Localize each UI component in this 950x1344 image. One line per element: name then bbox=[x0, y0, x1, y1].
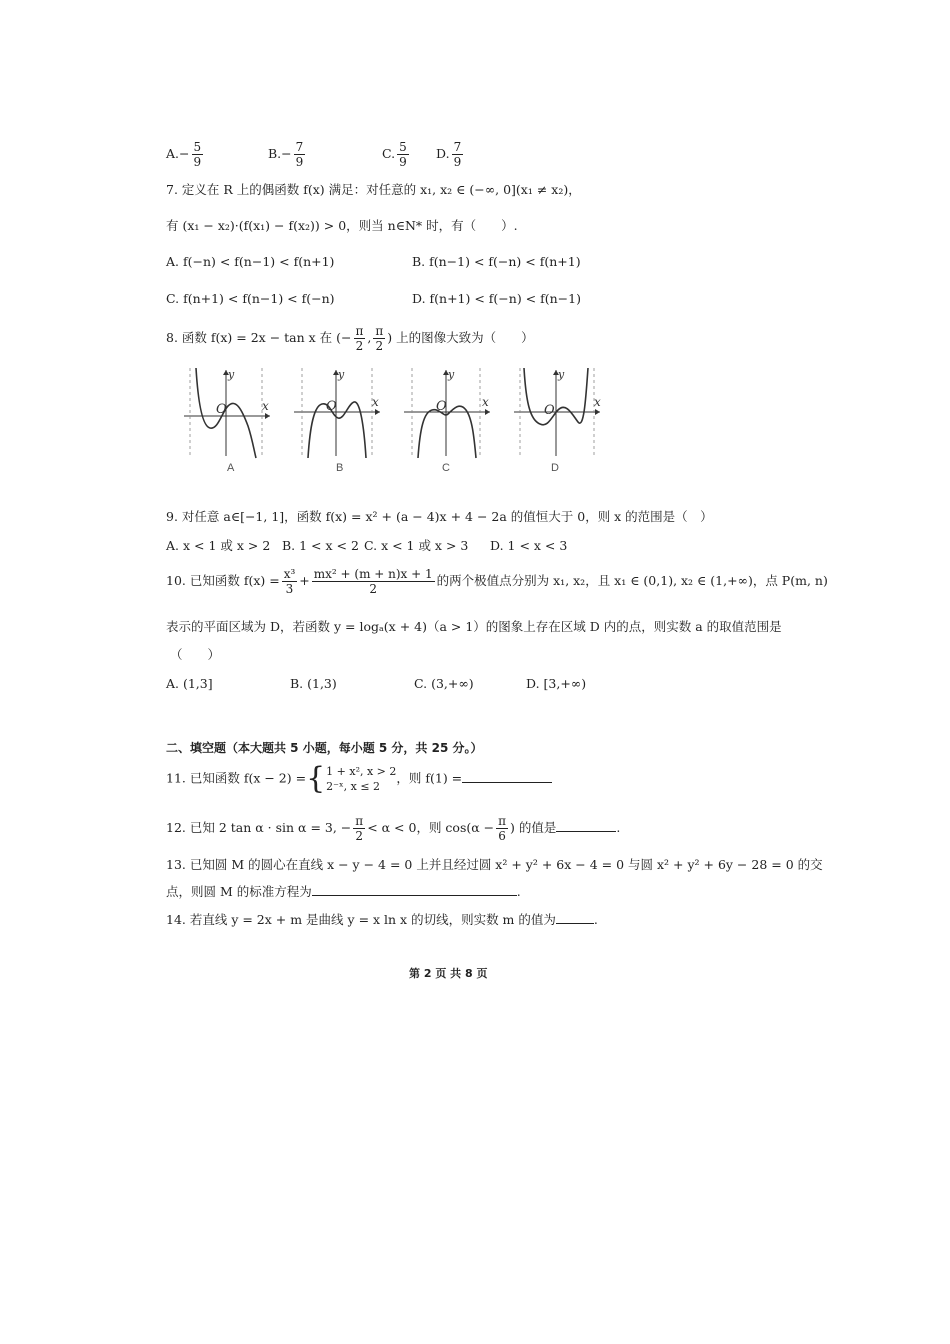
q9-option-d: D. 1 < x < 3 bbox=[490, 538, 568, 553]
q11-stem: 11. 已知函数 f(x − 2) ={ 1 + x², x > 2 2⁻ˣ, x ≤ 2 ，则 f(1) = bbox=[166, 764, 552, 794]
q7-stem-2: 有 (x₁ − x₂)·(f(x₁) − f(x₂)) > 0，则当 n∈N* 时，有（ ）. bbox=[166, 218, 518, 233]
svg-text:O: O bbox=[544, 403, 555, 418]
svg-text:x: x bbox=[482, 395, 489, 409]
q6-option-a: A.− $\frac{5}{9}$ bbox=[166, 140, 202, 169]
q7-option-d: D. f(n+1) < f(−n) < f(n−1) bbox=[412, 291, 581, 306]
q13-answer-blank bbox=[312, 895, 517, 896]
q8-graph-b-label: B bbox=[336, 462, 344, 474]
q8-graph-c bbox=[400, 366, 492, 460]
svg-text:x: x bbox=[594, 395, 601, 409]
q6-option-b: B.− $\frac{7}{9}$ bbox=[268, 140, 304, 169]
q12-answer-blank bbox=[556, 831, 616, 832]
svg-text:y: y bbox=[558, 368, 565, 381]
q8-graph-d-label: D bbox=[551, 462, 559, 474]
q14-answer-blank bbox=[556, 923, 594, 924]
q10-stem-2: 表示的平面区域为 D，若函数 y = logₐ(x + 4)（a > 1）的图象上存在区域 D 内的点，则实数 a 的取值范围是 bbox=[166, 619, 782, 634]
svg-text:O: O bbox=[436, 399, 447, 414]
svg-text:y: y bbox=[338, 368, 345, 381]
q10-option-b: B. (1,3) bbox=[290, 676, 337, 691]
q10-option-c: C. (3,+∞) bbox=[414, 676, 474, 691]
svg-text:x: x bbox=[262, 399, 269, 413]
q9-option-c: C. x < 1 或 x > 3 bbox=[364, 538, 469, 553]
q7-stem: 7. 定义在 R 上的偶函数 f(x) 满足：对任意的 x₁, x₂ ∈ (−∞, 0](x₁ ≠ x₂)， bbox=[166, 182, 581, 197]
q9-option-a: A. x < 1 或 x > 2 bbox=[166, 538, 271, 553]
q8-graph-a-label: A bbox=[227, 462, 235, 474]
page-footer: 第 2 页 共 8 页 bbox=[409, 967, 488, 980]
svg-text:O: O bbox=[216, 402, 227, 417]
svg-text:y: y bbox=[228, 368, 235, 381]
q8-graph-c-label: C bbox=[442, 462, 450, 474]
svg-text:O: O bbox=[326, 399, 337, 414]
q13-stem: 13. 已知圆 M 的圆心在直线 x − y − 4 = 0 上并且经过圆 x² + y² + 6x − 4 = 0 与圆 x² + y² + 6y − 28 = 0 的交 bbox=[166, 857, 823, 872]
q8-graph-d bbox=[510, 366, 602, 460]
q6-option-c: C. $\frac{5}{9}$ bbox=[382, 140, 407, 169]
q7-option-a: A. f(−n) < f(n−1) < f(n+1) bbox=[166, 254, 335, 269]
q7-option-c: C. f(n+1) < f(n−1) < f(−n) bbox=[166, 291, 335, 306]
q10-option-d: D. [3,+∞) bbox=[526, 676, 587, 691]
q7-option-b: B. f(n−1) < f(−n) < f(n+1) bbox=[412, 254, 581, 269]
q10-stem: 10. 已知函数 f(x) = $\frac{\text{x³}}{3}$ + $\frac{\text{mx² + (m + n)x + 1}}{2}$ 的两个极值点分别为 x₁, x₂，且 x₁ ∈ (0,1), x₂ ∈ (1,+∞)，点 P(m, n) bbox=[166, 567, 828, 596]
q9-option-b: B. 1 < x < 2 bbox=[282, 538, 359, 553]
q6-option-d: D. $\frac{7}{9}$ bbox=[436, 140, 462, 169]
svg-text:x: x bbox=[372, 395, 379, 409]
q8-graph-b bbox=[290, 366, 382, 460]
q9-stem: 9. 对任意 a∈[−1, 1]，函数 f(x) = x² + (a − 4)x + 4 − 2a 的值恒大于 0，则 x 的范围是（ ） bbox=[166, 509, 713, 524]
svg-text:y: y bbox=[448, 368, 455, 381]
q8-graph-a bbox=[180, 366, 272, 460]
q12-stem: 12. 已知 2 tan α · sin α = 3, − $\frac{\pi}{2}$ < α < 0，则 cos(α − $\frac{\pi}{6}$ ) 的值是 . bbox=[166, 814, 621, 843]
q8-stem: 8. 函数 f(x) = 2x − tan x 在 (− $\frac{\pi}{2}$ , $\frac{\pi}{2}$ ) 上的图像大致为（ ） bbox=[166, 324, 534, 353]
section-2-heading: 二、填空题（本大题共 5 小题，每小题 5 分，共 25 分。） bbox=[166, 741, 483, 755]
q14-stem: 14. 若直线 y = 2x + m 是曲线 y = x ln x 的切线，则实数 m 的值为 . bbox=[166, 912, 598, 927]
q13-stem-2: 点，则圆 M 的标准方程为 . bbox=[166, 884, 521, 899]
q10-stem-3: （ ） bbox=[170, 647, 221, 662]
q11-answer-blank bbox=[462, 782, 552, 783]
q10-option-a: A. (1,3] bbox=[166, 676, 213, 691]
